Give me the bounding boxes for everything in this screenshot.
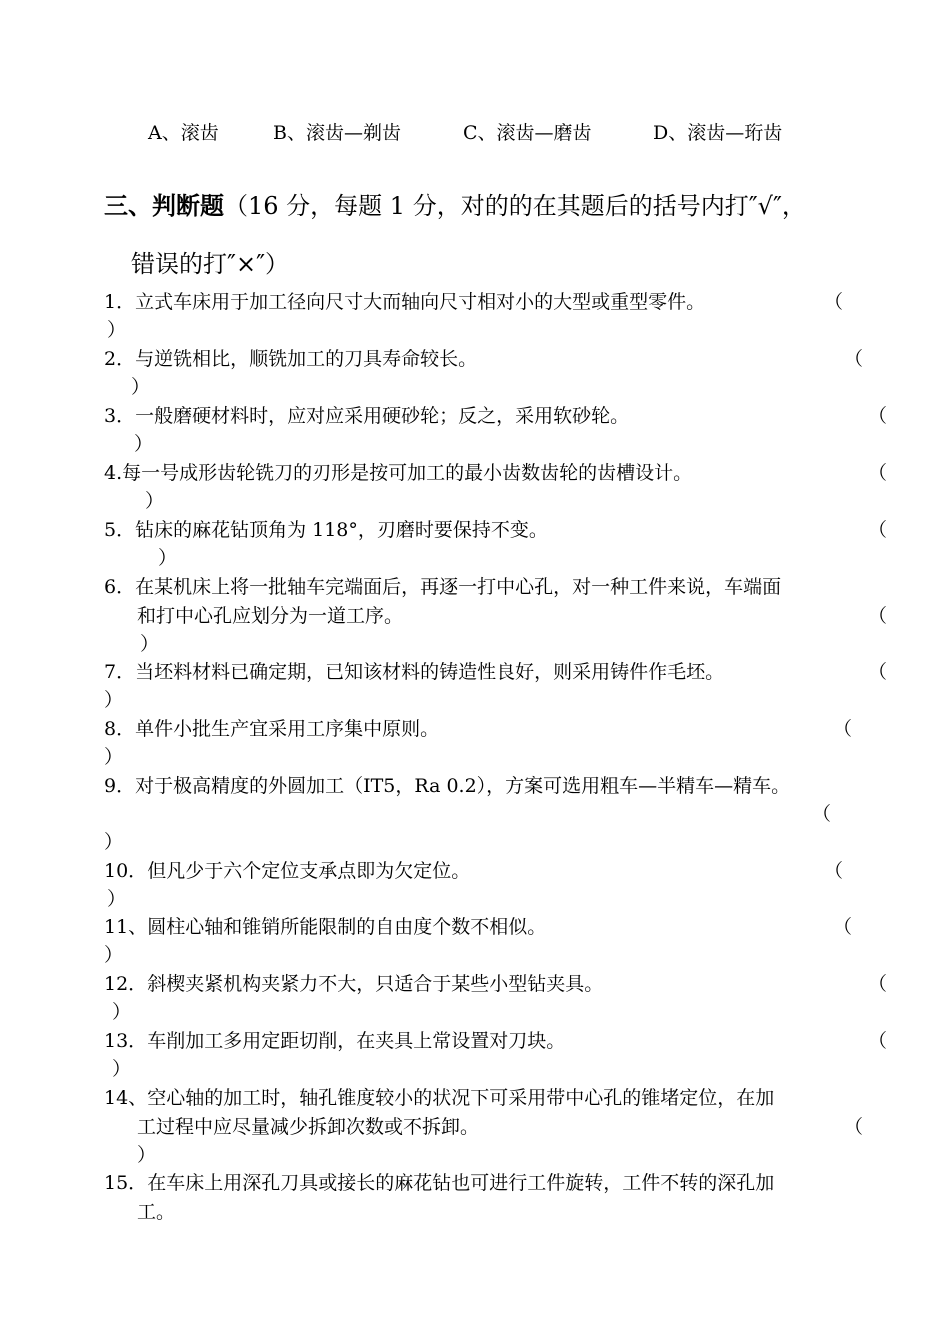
section-title: 三、判断题 <box>104 192 224 220</box>
question-item <box>104 775 790 797</box>
question-number: 4. <box>104 462 123 484</box>
answer-paren-open: （ <box>868 605 888 627</box>
question-number: 2． <box>104 348 136 370</box>
answer-paren-close: ） <box>112 1058 132 1080</box>
option-d: D、滚齿—珩齿 <box>653 122 783 144</box>
question-text-cont: 工。 <box>137 1201 176 1223</box>
question-text: 空心轴的加工时，轴孔锥度较小的状况下可采用带中心孔的锥堵定位，在加 <box>147 1087 775 1109</box>
answer-options <box>148 118 782 145</box>
answer-paren-close: ） <box>107 888 127 910</box>
question-number: 14、 <box>104 1087 148 1109</box>
question-number: 5． <box>104 519 136 541</box>
answer-paren-open: （ <box>833 916 853 938</box>
section-heading <box>104 186 904 221</box>
question-number: 13． <box>104 1030 148 1052</box>
question-number: 1． <box>104 291 136 313</box>
answer-paren-close: ） <box>137 1144 157 1166</box>
section-instructions: （16 分，每题 1 分，对的的在其题后的括号内打″√″， <box>224 192 806 220</box>
question-text: 但凡少于六个定位支承点即为欠定位。 <box>147 860 471 882</box>
option-c: C、滚齿—磨齿 <box>463 122 592 144</box>
question-item <box>104 973 603 995</box>
question-number: 15． <box>104 1172 148 1194</box>
answer-paren-close: ） <box>104 746 124 768</box>
answer-paren-close: ） <box>104 944 124 966</box>
question-text-cont: 和打中心孔应划分为一道工序。 <box>137 605 404 627</box>
question-text: 钻床的麻花钻顶角为 118°，刃磨时要保持不变。 <box>135 519 548 541</box>
question-text: 单件小批生产宜采用工序集中原则。 <box>135 718 440 740</box>
question-number: 7． <box>104 661 136 683</box>
question-item <box>104 519 548 541</box>
question-item <box>104 405 629 427</box>
question-item <box>104 576 781 598</box>
question-text: 每一号成形齿轮铣刀的刃形是按可加工的最小齿数齿轮的齿槽设计。 <box>122 462 693 484</box>
answer-paren-close: ） <box>107 319 127 341</box>
answer-paren-open: （ <box>844 1116 864 1138</box>
question-text: 当坯料材料已确定期，已知该材料的铸造性良好，则采用铸件作毛坯。 <box>135 661 725 683</box>
answer-paren-close: ） <box>134 433 154 455</box>
question-text: 车削加工多用定距切削，在夹具上常设置对刀块。 <box>147 1030 566 1052</box>
answer-paren-open: （ <box>868 462 888 484</box>
question-item <box>104 348 477 370</box>
question-text: 斜楔夹紧机构夹紧力不大，只适合于某些小型钻夹具。 <box>147 973 604 995</box>
answer-paren-open: （ <box>868 1030 888 1052</box>
answer-paren-close: ） <box>112 1001 132 1023</box>
question-number: 6． <box>104 576 136 598</box>
option-a: A、滚齿 <box>148 122 219 144</box>
question-item <box>104 1087 774 1109</box>
question-number: 8． <box>104 718 136 740</box>
question-number: 3． <box>104 405 136 427</box>
question-text: 在某机床上将一批轴车完端面后，再逐一打中心孔，对一种工件来说，车端面 <box>135 576 782 598</box>
option-b: B、滚齿—剃齿 <box>273 122 401 144</box>
question-item <box>104 860 470 882</box>
question-item <box>104 1172 774 1194</box>
answer-paren-open: （ <box>868 519 888 541</box>
question-text: 立式车床用于加工径向尺寸大而轴向尺寸相对小的大型或重型零件。 <box>135 291 706 313</box>
answer-paren-open: （ <box>824 291 844 313</box>
question-text: 一般磨硬材料时，应对应采用硬砂轮；反之，采用软砂轮。 <box>135 405 630 427</box>
question-item <box>104 916 546 938</box>
question-text: 圆柱心轴和锥销所能限制的自由度个数不相似。 <box>147 916 547 938</box>
question-number: 12． <box>104 973 148 995</box>
question-text-cont: 工过程中应尽量减少拆卸次数或不拆卸。 <box>137 1116 480 1138</box>
question-number: 11、 <box>104 916 148 938</box>
question-text: 在车床上用深孔刀具或接长的麻花钻也可进行工件旋转，工件不转的深孔加 <box>147 1172 775 1194</box>
answer-paren-close: ） <box>131 376 151 398</box>
answer-paren-open: （ <box>868 661 888 683</box>
answer-paren-close: ） <box>104 689 124 711</box>
answer-paren-close: ） <box>140 633 160 655</box>
question-item <box>104 291 705 313</box>
question-text: 对于极高精度的外圆加工（IT5，Ra 0.2），方案可选用粗车—半精车—精车。 <box>135 775 791 797</box>
answer-paren-open: （ <box>833 718 853 740</box>
question-text: 与逆铣相比，顺铣加工的刀具寿命较长。 <box>135 348 478 370</box>
question-item <box>104 661 724 683</box>
question-number: 9． <box>104 775 136 797</box>
answer-paren-close: ） <box>145 490 165 512</box>
question-item <box>104 462 692 484</box>
answer-paren-open: （ <box>824 860 844 882</box>
answer-paren-close: ） <box>104 831 124 853</box>
answer-paren-close: ） <box>158 547 178 569</box>
question-number: 10． <box>104 860 148 882</box>
answer-paren-open: （ <box>868 973 888 995</box>
answer-paren-open: （ <box>868 405 888 427</box>
answer-paren-open: （ <box>812 803 832 825</box>
answer-paren-open: （ <box>844 348 864 370</box>
question-item <box>104 1030 565 1052</box>
section-instructions-cont: 错误的打″×″） <box>131 250 290 278</box>
question-item <box>104 718 439 740</box>
